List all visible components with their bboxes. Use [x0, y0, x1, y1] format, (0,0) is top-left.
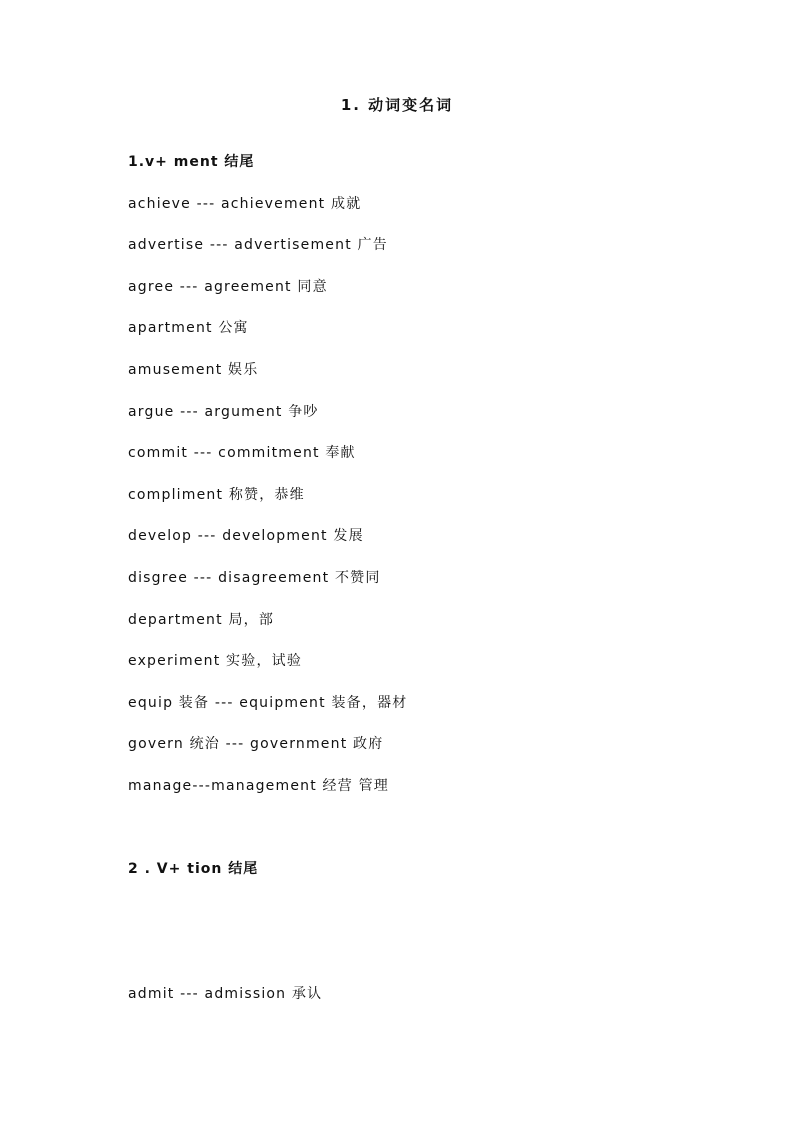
word-entry: apartment 公寓: [128, 320, 249, 336]
word-entry: govern 统治 --- government 政府: [128, 736, 384, 752]
word-entry: amusement 娱乐: [128, 362, 259, 378]
word-entry: department 局，部: [128, 612, 275, 628]
word-entry: experiment 实验，试验: [128, 653, 303, 669]
word-entry: commit --- commitment 奉献: [128, 445, 356, 461]
word-entry: agree --- agreement 同意: [128, 279, 328, 295]
word-entry: compliment 称赞，恭维: [128, 487, 305, 503]
word-entry: achieve --- achievement 成就: [128, 196, 362, 212]
word-entry: disgree --- disagreement 不赞同: [128, 570, 381, 586]
word-entry: admit --- admission 承认: [128, 986, 323, 1002]
word-entry: develop --- development 发展: [128, 528, 364, 544]
word-entry: advertise --- advertisement 广告: [128, 237, 388, 253]
section-heading-tion: 2 . V+ tion 结尾: [128, 861, 259, 877]
document-title: 1. 动词变名词: [340, 96, 454, 114]
word-entry: argue --- argument 争吵: [128, 404, 319, 420]
section-heading-ment: 1.v+ ment 结尾: [128, 154, 255, 170]
word-entry: manage---management 经营 管理: [128, 778, 390, 794]
word-entry: equip 装备 --- equipment 装备，器材: [128, 695, 408, 711]
